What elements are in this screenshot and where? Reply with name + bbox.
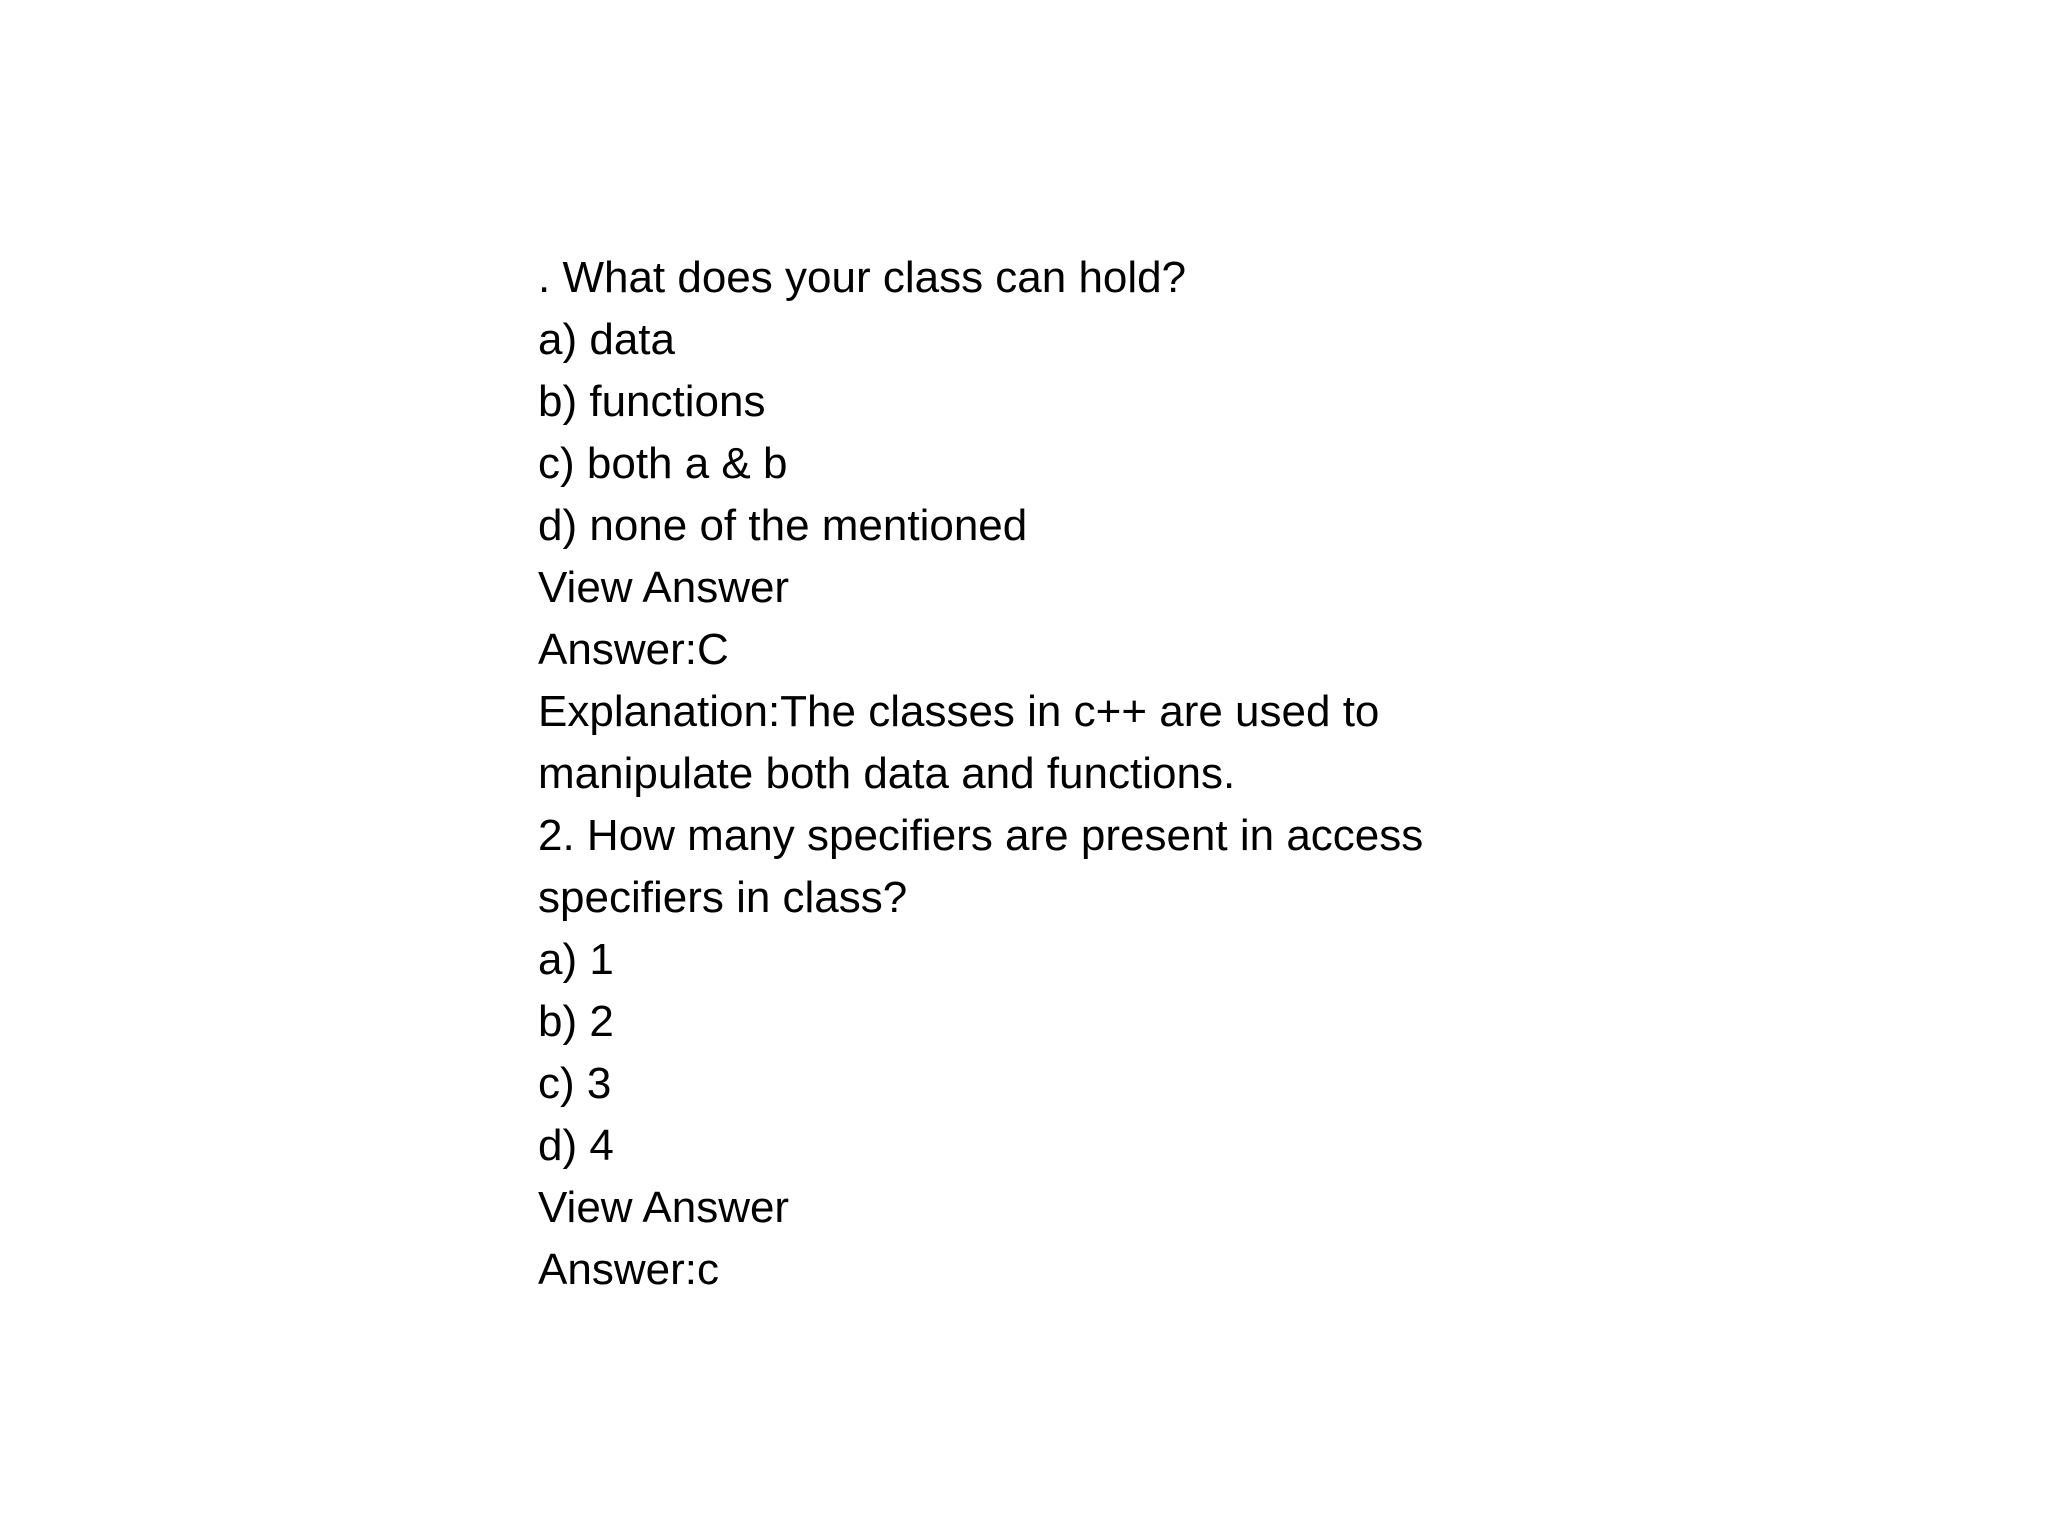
- q2-view-answer: View Answer: [538, 1183, 790, 1232]
- q2-option-a: a) 1: [538, 935, 614, 984]
- q1-explanation-line-1: Explanation:The classes in c++ are used to: [538, 687, 1380, 736]
- q1-option-d: d) none of the mentioned: [538, 501, 1028, 550]
- question-2-line-1: 2. How many specifiers are present in access: [538, 811, 1424, 860]
- q2-option-c: c) 3: [538, 1059, 612, 1108]
- question-2-line-2: specifiers in class?: [538, 873, 908, 922]
- question-1: . What does your class can hold?: [538, 253, 1187, 302]
- q1-option-c: c) both a & b: [538, 439, 788, 488]
- q1-option-b: b) functions: [538, 377, 766, 426]
- q2-option-b: b) 2: [538, 997, 614, 1046]
- quiz-text-block: [538, 247, 1538, 1301]
- q2-option-d: d) 4: [538, 1121, 614, 1170]
- q1-option-a: a) data: [538, 315, 675, 364]
- q1-view-answer: View Answer: [538, 563, 790, 612]
- q2-answer: Answer:c: [538, 1245, 719, 1294]
- q1-answer: Answer:C: [538, 625, 729, 674]
- q1-explanation-line-2: manipulate both data and functions.: [538, 749, 1236, 798]
